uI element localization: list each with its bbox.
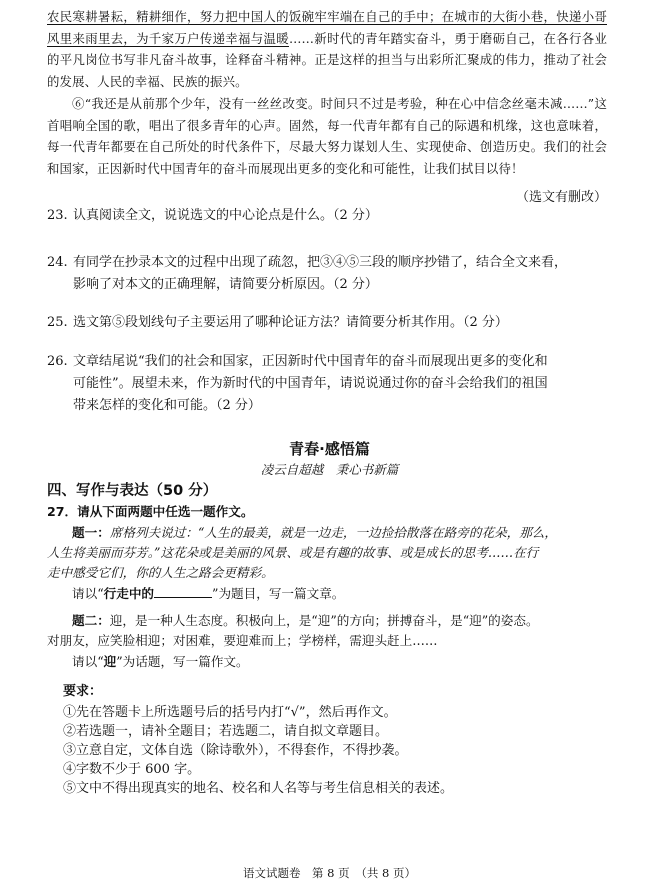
title-blank [154,584,212,598]
question-number: 23. [47,208,68,223]
question-number: 24. [47,255,68,270]
requirement-2: ②若选题一，请补全题目；若选题二，请自拟文章题目。 [63,724,389,739]
topic-1-line2: 人生将美丽而芬芳。”这花朵或是美丽的风景、或是有趣的故事、或是成长的思考……在行 [47,545,539,560]
requirements-label: 要求： [63,684,103,699]
question-text: 认真阅读全文，说说选文的中心论点是什么。（2 分） [73,208,378,223]
topic-2-line2: 对朋友，应笑脸相迎；对困难，要迎难而上；学榜样，需迎头赶上…… [47,633,438,648]
paragraph-continuation: ……新时代的青年踏实奋斗，勇于磨砺自己，在各行各业的平凡岗位书写非凡奋斗故事，诠释奋斗精神。正是这样的担当与出彩所汇聚成的伟力，推动了社会的发展、人民的幸福、民族的振兴。 [47,30,607,89]
topic-2-line1: 题二：迎，是一种人生态度。积极向上，是“迎”的方向；拼搏奋斗，是“迎”的姿态。 [72,613,539,628]
requirement-1: ①先在答题卡上所选题号后的括号内打“√”，然后再作文。 [63,705,397,720]
writing-heading: 四、写作与表达（50 分） [47,483,218,499]
title-fragment: 行走中的 [103,586,155,601]
source-note: （选文有删改） [515,190,607,205]
question-text-line2: 影响了对本文的正确理解，请简要分析原因。（2 分） [73,277,378,292]
topic-1-line1: 题一：席格列夫说过：“人生的最美，就是一边走，一边捡拾散落在路旁的花朵，那么， [72,525,558,540]
requirement-3: ③立意自定，文体自选（除诗歌外），不得套作，不得抄袭。 [63,743,408,758]
topic-1-line3: 走中感受它们，你的人生之路会更精彩。 [47,565,274,580]
topic-1-label: 题一： [72,525,110,540]
passage-paragraph-5 [47,6,607,92]
section-title: 青春·感悟篇 [289,440,370,458]
question-text: 选文第⑤段划线句子主要运用了哪种论证方法？请简要分析其作用。（2 分） [73,315,508,330]
question-27: 27．请从下面两题中任选一题作文。 [47,504,254,519]
question-text-line2: 可能性”。展望未来，作为新时代的中国青年，请说说通过你的奋斗会给我们的祖国 [73,376,548,391]
topic-2-label: 题二： [72,613,110,628]
topic-2-prompt: 请以“迎”为话题，写一篇作文。 [72,654,249,669]
question-number: 26. [47,354,68,369]
underlined-sentence: 农民寒耕暑耘，精耕细作，努力把中国人的饭碗牢牢端在自己的手中；在城市的大街小巷，快递小哥风里来雨里去，为千家万户传递幸福与温暖 [47,9,607,46]
question-24 [47,252,607,296]
question-23 [47,205,607,227]
question-26 [47,351,607,417]
question-text-line1: 有同学在抄录本文的过程中出现了疏忽，把③④⑤三段的顺序抄错了，结合全文来看， [73,255,568,270]
passage-paragraph-6 [47,93,607,179]
paragraph-6-text: ⑥“我还是从前那个少年，没有一丝丝改变。时间只不过是考验，种在心中信念丝毫未减……”这首唱响全国的歌，唱出了很多青年的心声。固然，每一代青年都有自己的际遇和机缘，这也意味着，每一代青年都要在自己所处的时代条件下，尽最大努力谋划人生、实现使命、创造历史。我们的社会和国家，正因新时代中国青年的奋斗而展现出更多的变化和可能性，让我们拭目以待！ [47,96,607,176]
topic-word: 迎 [103,654,117,669]
question-number: 25. [47,315,68,330]
requirement-4: ④字数不少于 600 字。 [63,762,201,777]
question-text-line1: 文章结尾说“我们的社会和国家，正因新时代中国青年的奋斗而展现出更多的变化和 [73,354,548,369]
question-25 [47,312,607,334]
section-subtitle: 凌云自超越 秉心书新篇 [260,462,399,477]
requirement-5: ⑤文中不得出现真实的地名、校名和人名等与考生信息相关的表述。 [63,781,454,796]
topic-1-prompt: 请以“行走中的 ”为题目，写一篇文章。 [72,586,345,601]
page-footer: 语文试题卷 第 8 页 （共 8 页） [242,866,416,880]
question-text-line3: 带来怎样的变化和可能。（2 分） [73,398,261,413]
